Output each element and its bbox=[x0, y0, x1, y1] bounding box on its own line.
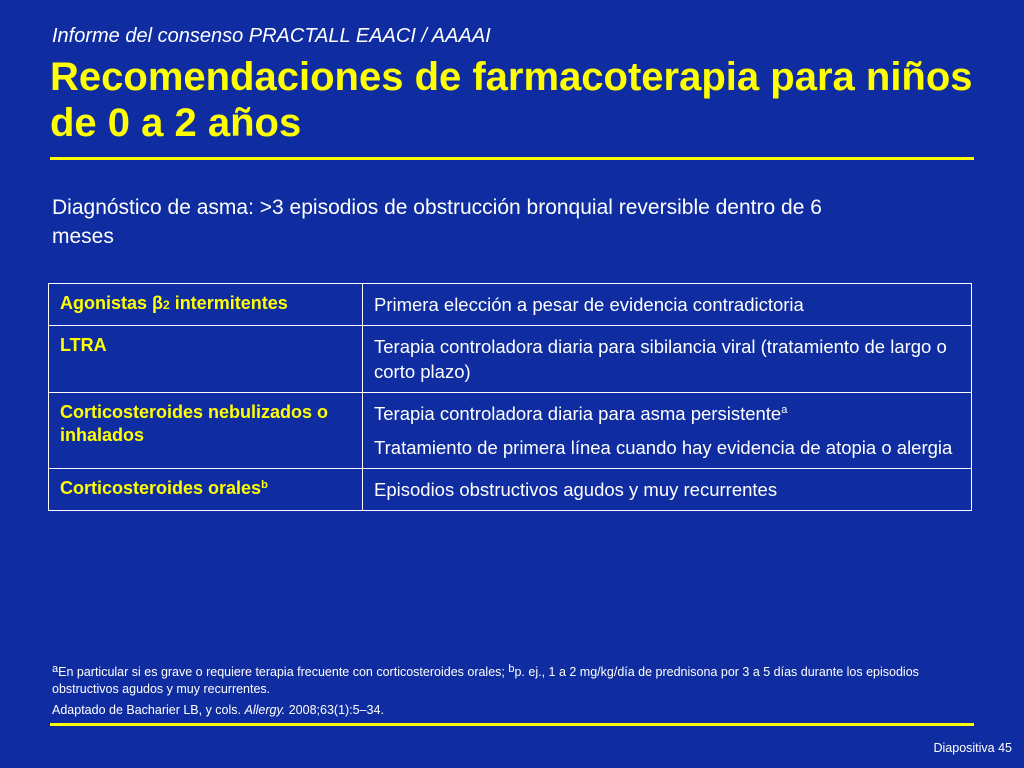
title-divider bbox=[50, 157, 974, 160]
drug-cell bbox=[49, 326, 363, 393]
drug-label: Agonistas β bbox=[60, 293, 163, 313]
table-row bbox=[49, 284, 972, 326]
description-cell bbox=[363, 326, 972, 393]
slide-title: Recomendaciones de farmacoterapia para niños de 0 a 2 años bbox=[50, 55, 973, 145]
citation-details: 2008;63(1):5–34. bbox=[285, 703, 384, 717]
drug-cell bbox=[49, 469, 363, 511]
description-text: Primera elección a pesar de evidencia contradictoria bbox=[374, 294, 804, 315]
description-text: Terapia controladora diaria para asma persistente bbox=[374, 403, 782, 424]
description-cell bbox=[363, 393, 972, 469]
table-row bbox=[49, 393, 972, 469]
slide-subtitle: Informe del consenso PRACTALL EAACI / AAAAI bbox=[52, 25, 491, 47]
description-text: Episodios obstructivos agudos y muy recurrentes bbox=[374, 479, 778, 500]
footnote-text: En particular si es grave o requiere terapia frecuente con corticosteroides orales; bbox=[58, 665, 509, 679]
description-paragraph bbox=[374, 401, 961, 426]
drug-label: Corticosteroides orales bbox=[60, 478, 262, 498]
description-cell bbox=[363, 469, 972, 511]
footnote-marker: b bbox=[508, 663, 515, 675]
table-row bbox=[49, 469, 972, 511]
diagnosis-text: Diagnóstico de asma: >3 episodios de obstrucción bronquial reversible dentro de 6 meses bbox=[52, 196, 822, 248]
footnote bbox=[52, 664, 972, 698]
drug-cell bbox=[49, 284, 363, 326]
source-citation bbox=[52, 702, 384, 719]
description-text: Tratamiento de primera línea cuando hay evidencia de atopia o alergia bbox=[374, 437, 953, 458]
recommendations-table bbox=[48, 283, 972, 511]
drug-label: Corticosteroides nebulizados o inhalados bbox=[60, 402, 329, 445]
journal-name: Allergy. bbox=[244, 703, 286, 717]
description-cell bbox=[363, 284, 972, 326]
drug-label: LTRA bbox=[60, 335, 107, 355]
citation-text: Adaptado de Bacharier LB, y cols. bbox=[52, 703, 245, 717]
drug-label-suffix: intermitentes bbox=[169, 293, 288, 313]
footnote-marker: a bbox=[781, 404, 788, 416]
footnote-text: p. ej., 1 a 2 mg/kg/día de prednisona por 3 a 5 días durante los episodios obstructivos agudos y muy recurrentes. bbox=[52, 665, 919, 696]
footer-divider bbox=[50, 723, 974, 726]
drug-subscript: 2 bbox=[163, 298, 170, 312]
footnote-marker: b bbox=[261, 479, 268, 491]
description-text: Terapia controladora diaria para sibilancia viral (tratamiento de largo o corto plazo) bbox=[374, 336, 947, 382]
description-paragraph bbox=[374, 435, 961, 460]
slide-number: Diapositiva 45 bbox=[933, 741, 1012, 755]
drug-cell bbox=[49, 393, 363, 469]
table-row bbox=[49, 326, 972, 393]
footnote-marker: a bbox=[52, 663, 59, 675]
